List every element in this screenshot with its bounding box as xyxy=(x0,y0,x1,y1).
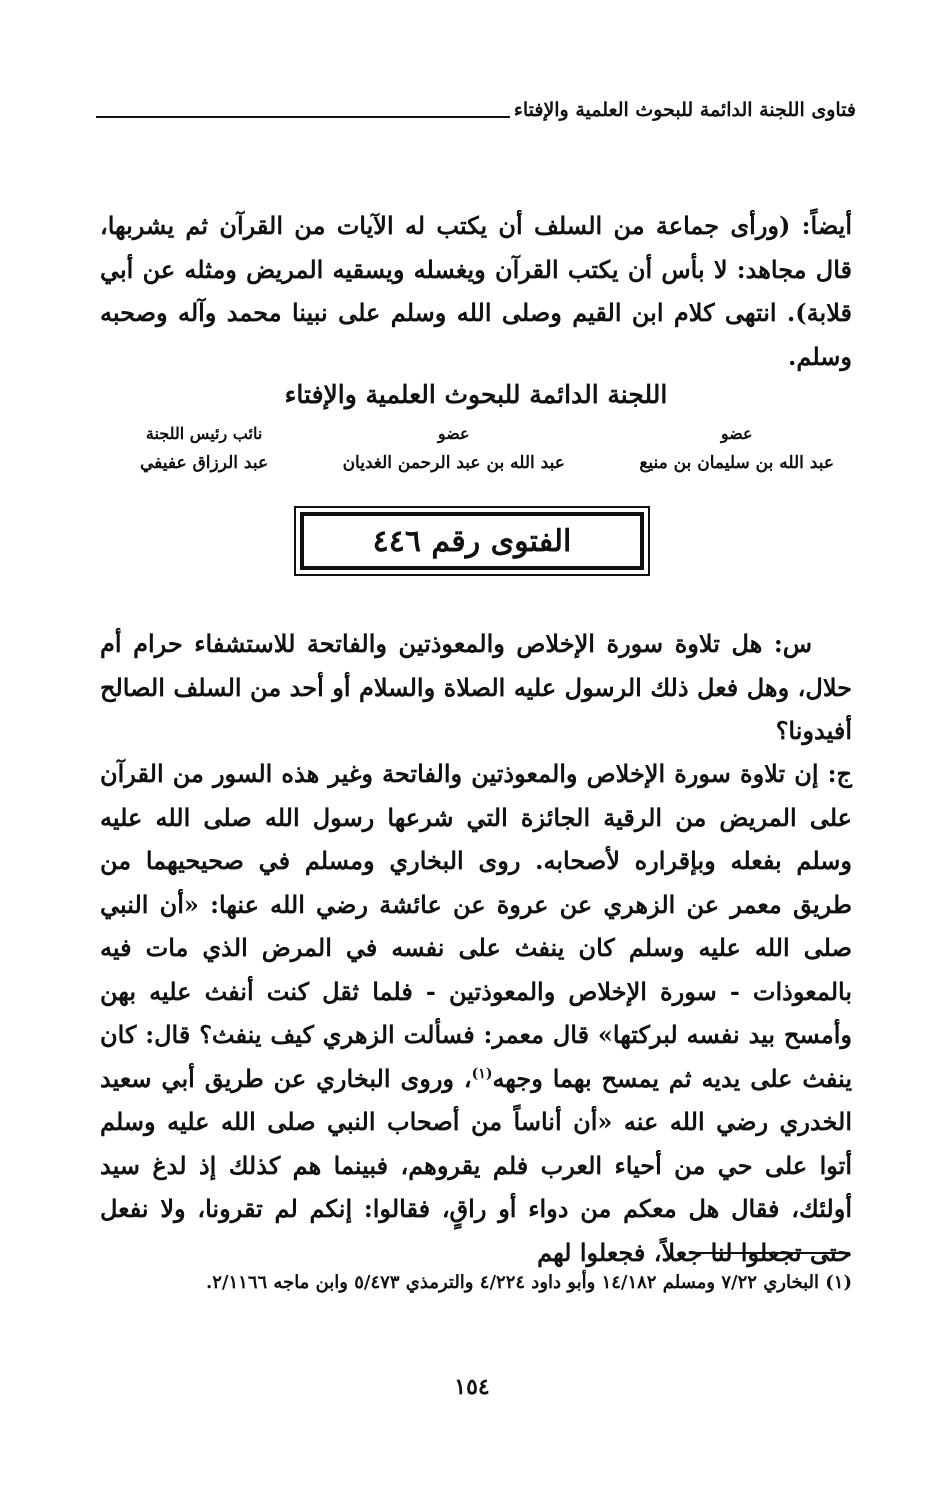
signature-role: نائب رئيس اللجنة xyxy=(145,424,263,443)
question-text: س: هل تلاوة سورة الإخلاص والمعوذتين والفاتحة للاستشفاء حرام أم حلال، وهل فعل ذلك الرسول عليه الصلاة والسلام أو أحد من السلف الصالح أفيدونا؟ xyxy=(100,629,852,745)
paragraph-quote-ending: أيضاً: (ورأى جماعة من السلف أن يكتب له الآيات من القرآن ثم يشربها، قال مجاهد: لا بأس أن يكتب القرآن ويغسله ويسقيه المريض ومثله عن أبي قلابة). انتهى كلام ابن القيم وصلى الله وسلم على نبينا محمد وآله وصحبه وسلم. xyxy=(100,211,852,371)
footnote-rule xyxy=(692,1252,850,1254)
fatwa-heading: الفتوى رقم ٤٤٦ xyxy=(300,512,644,570)
signature-name: عبد الله بن عبد الرحمن الغديان xyxy=(342,453,565,473)
footnote-text: (١) البخاري ٧/٢٢ ومسلم ١٤/١٨٢ وأبو داود ٤/٢٢٤ والترمذي ٥/٤٧٣ وابن ماجه ٢/١١٦٦. xyxy=(205,1272,852,1293)
header-rule xyxy=(96,116,510,118)
running-header xyxy=(96,92,856,124)
signature-name: عبد الله بن سليمان بن منيع xyxy=(639,453,834,473)
signature-member-3 xyxy=(140,422,268,480)
answer-text-part-2: ، وروى البخاري عن طريق أبي سعيد الخدري رضي الله عنه «أن أناساً من أصحاب النبي صلى الله عليه وسلم أتوا على حي من أحياء العرب فلم يقروهم، فبينما هم كذلك إذ لدغ سيد أولئك، فقال هل معكم من دواء أو راقٍ، فقالوا: إنكم لم تقرونا، ولا نفعل حتى تجعلوا لنا جعلاً، فجعلوا لهم xyxy=(100,1063,853,1267)
signature-member-1 xyxy=(639,422,834,480)
signature-member-2 xyxy=(343,422,565,480)
signature-name: عبد الرزاق عفيفي xyxy=(140,453,269,473)
committee-signatures xyxy=(140,422,834,480)
fatwa-heading-box xyxy=(294,506,650,576)
running-title: فتاوى اللجنة الدائمة للبحوث العلمية والإفتاء xyxy=(513,99,856,121)
committee-title: اللجنة الدائمة للبحوث العلمية والإفتاء xyxy=(284,380,668,409)
signature-role: عضو xyxy=(720,424,753,443)
page-number: ١٥٤ xyxy=(454,1374,490,1400)
signature-role: عضو xyxy=(437,424,470,443)
footnote-reference[interactable]: (١) xyxy=(471,1065,493,1082)
answer-paragraph xyxy=(100,752,852,1274)
answer-text-part-1: ج: إن تلاوة سورة الإخلاص والمعوذتين والفاتحة وغير هذه السور من القرآن على المريض من الرقية الجائزة التي شرعها رسول الله صلى الله عليه وسلم بفعله وبإقراره لأصحابه. روى البخاري ومسلم في صحيحيهما من طريق معمر عن الزهري عن عروة عن عائشة رضي الله عنها: «أن النبي صلى الله عليه وسلم كان ينفث على نفسه في المرض الذي مات فيه بالمعوذات - سورة الإخلاص والمعوذتين - فلما ثقل كنت أنفث عليه بهن وأمسح بيد نفسه لبركتها» قال معمر: فسألت الزهري كيف ينفث؟ قال: كان ينفث على يديه ثم يمسح بهما وجهه xyxy=(100,759,852,1093)
question-paragraph xyxy=(100,622,852,753)
